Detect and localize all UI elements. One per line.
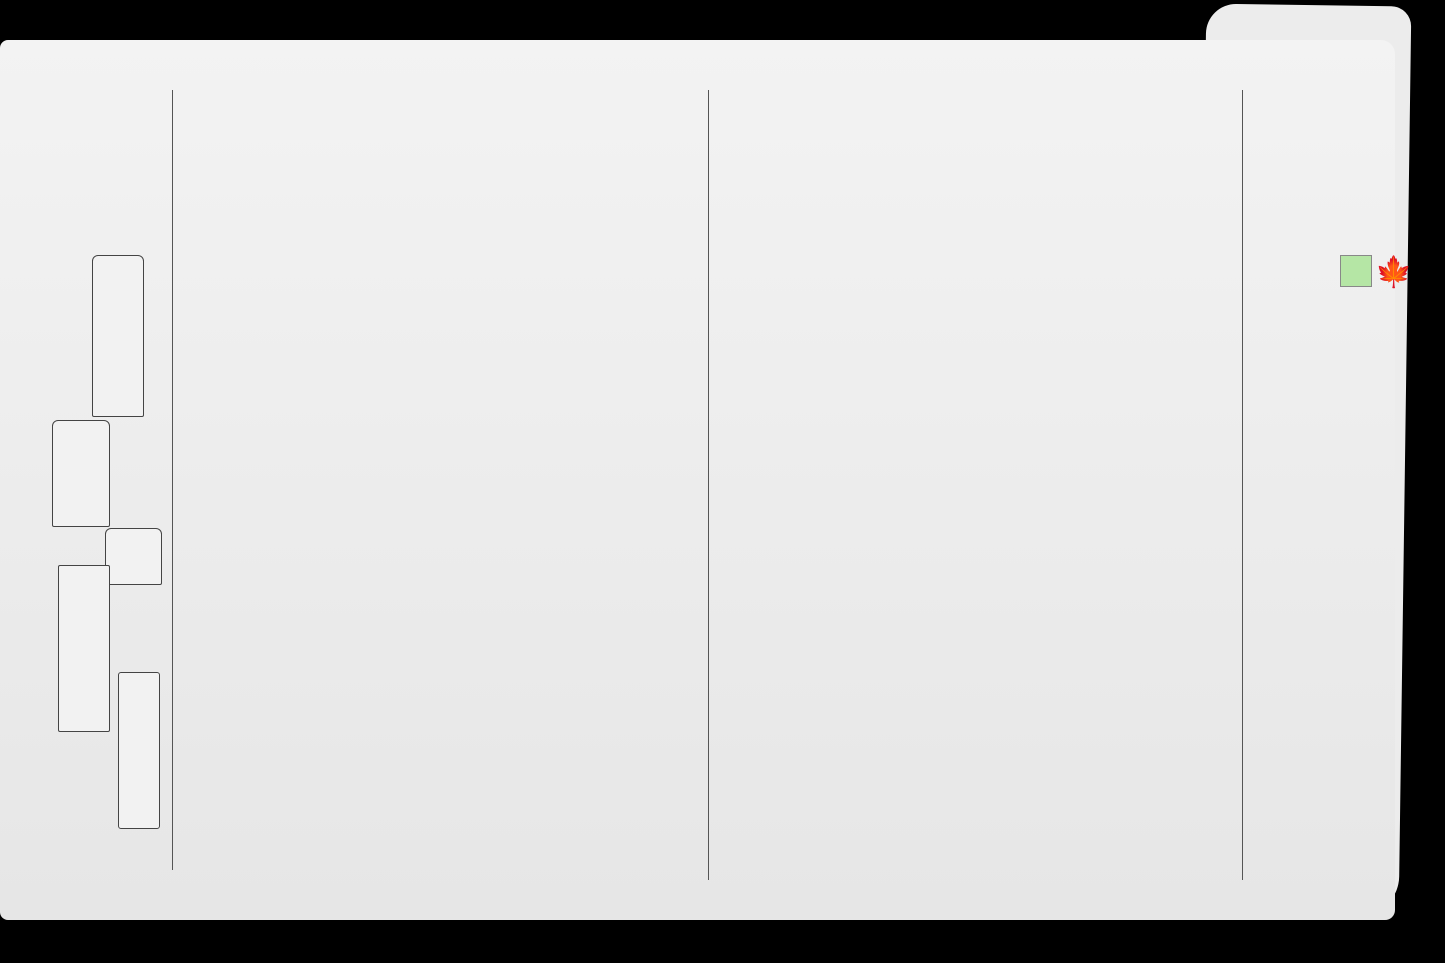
left-column-border — [172, 90, 173, 870]
view-c-top-sketch — [105, 528, 162, 585]
pattern-envelope — [0, 40, 1395, 920]
maple-leaf-icon: 🍁 — [1375, 256, 1413, 289]
view-b-tunic-sketch — [52, 420, 110, 527]
view-a-dress-sketch — [92, 255, 144, 417]
color-swatch — [1340, 255, 1372, 287]
french-instructions-note — [8, 172, 178, 242]
center-divider — [708, 90, 709, 880]
right-column-border — [1242, 90, 1243, 880]
view-d-jumper-sketch — [58, 565, 110, 732]
view-e-pants-sketch — [118, 672, 160, 829]
